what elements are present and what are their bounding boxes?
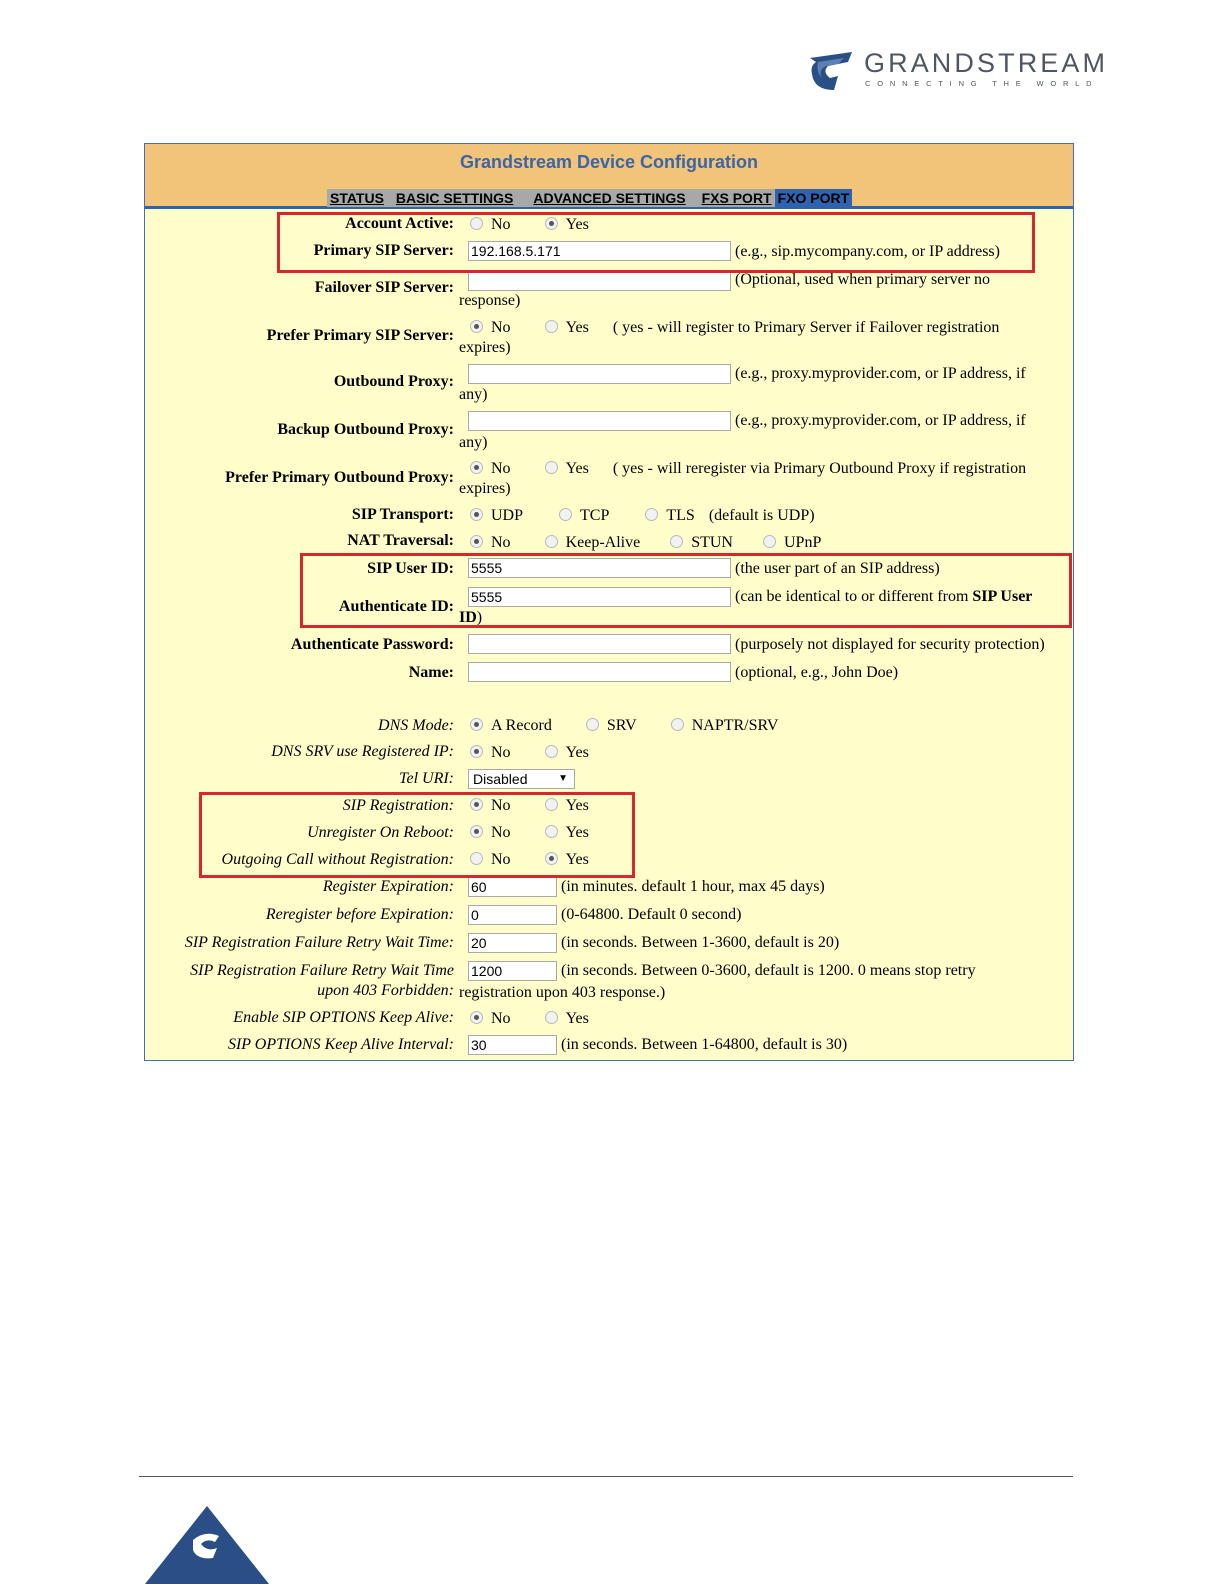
retry-wait-time-403-hint-2: registration upon 403 response.): [459, 984, 666, 1001]
tel-uri-select[interactable]: Disabled ▼: [468, 769, 575, 789]
sip-registration-no[interactable]: No: [470, 797, 511, 815]
retry-wait-time-403-label: SIP Registration Failure Retry Wait Time upon 403 Forbidden:: [190, 962, 454, 999]
grandstream-logo: [808, 50, 1138, 94]
retry-wait-time-label: SIP Registration Failure Retry Wait Time:: [184, 934, 454, 951]
options-keep-alive-interval-hint: (in seconds. Between 1-64800, default is 30): [561, 1036, 848, 1053]
dns-mode-srv[interactable]: SRV: [586, 717, 637, 735]
register-expiration-hint: (in minutes. default 1 hour, max 45 days): [561, 878, 825, 895]
radio-selected-icon: [470, 320, 483, 333]
dns-mode-a-record[interactable]: A Record: [470, 717, 552, 735]
device-configuration-panel: [144, 143, 1074, 1061]
dropdown-arrow-icon: ▼: [558, 773, 568, 784]
failover-sip-server-input[interactable]: [468, 271, 731, 291]
authenticate-password-hint: (purposely not displayed for security protection): [735, 636, 1045, 653]
primary-sip-server-input[interactable]: 192.168.5.171: [468, 241, 731, 261]
nat-traversal-no[interactable]: No: [470, 534, 511, 552]
reregister-before-expiration-label: Reregister before Expiration:: [265, 906, 454, 923]
failover-sip-server-label: Failover SIP Server:: [314, 279, 454, 296]
prefer-primary-outbound-proxy-no[interactable]: No: [470, 460, 511, 478]
retry-wait-time-input[interactable]: 20: [468, 933, 557, 953]
prefer-primary-sip-server-yes[interactable]: Yes: [545, 319, 589, 337]
prefer-primary-outbound-proxy-options: [470, 460, 1026, 478]
name-hint: (optional, e.g., John Doe): [735, 664, 899, 681]
register-expiration-input[interactable]: 60: [468, 877, 557, 897]
highlight-box-account: [277, 212, 1035, 273]
radio-icon: [559, 508, 572, 521]
sip-user-id-label: SIP User ID:: [367, 560, 454, 577]
prefer-primary-sip-server-no[interactable]: No: [470, 319, 511, 337]
prefer-primary-sip-server-options: [470, 319, 999, 337]
retry-wait-time-403-hint: (in seconds. Between 0-3600, default is 1200. 0 means stop retry: [561, 962, 976, 979]
outgoing-without-registration-yes[interactable]: Yes: [545, 851, 589, 869]
sip-transport-tls[interactable]: TLS: [645, 507, 694, 525]
authenticate-id-label: Authenticate ID:: [338, 598, 454, 615]
footer-logo-icon: [145, 1506, 269, 1584]
nat-traversal-label: NAT Traversal:: [347, 532, 454, 549]
prefer-primary-sip-server-hint-2: expires): [459, 339, 511, 356]
options-keep-alive-label: Enable SIP OPTIONS Keep Alive:: [233, 1009, 454, 1026]
radio-icon: [645, 508, 658, 521]
authenticate-password-label: Authenticate Password:: [290, 636, 454, 653]
failover-sip-server-hint: (Optional, used when primary server no: [735, 271, 991, 288]
authenticate-id-hint: (can be identical to or different from SIP User: [735, 588, 1033, 605]
prefer-primary-sip-server-hint: ( yes - will register to Primary Server if Failover registration: [612, 319, 1000, 336]
options-keep-alive-interval-input[interactable]: 30: [468, 1035, 557, 1055]
nat-traversal-stun[interactable]: STUN: [670, 534, 733, 552]
sip-user-id-input[interactable]: 5555: [468, 558, 731, 578]
account-active-no[interactable]: No: [470, 216, 511, 234]
prefer-primary-outbound-proxy-yes[interactable]: Yes: [545, 460, 589, 478]
tab-fxo-port[interactable]: FXO PORT: [775, 189, 853, 207]
nat-traversal-upnp[interactable]: UPnP: [763, 534, 821, 552]
sip-transport-options: [470, 507, 815, 525]
dns-mode-options: [470, 717, 778, 735]
authenticate-id-input[interactable]: 5555: [468, 587, 731, 607]
tel-uri-label: Tel URI:: [399, 770, 454, 787]
tab-bar: [327, 189, 852, 207]
retry-wait-time-hint: (in seconds. Between 1-3600, default is 20): [561, 934, 840, 951]
authenticate-id-hint-2: ID): [459, 609, 483, 626]
dns-mode-label: DNS Mode:: [378, 717, 454, 734]
sip-transport-hint: (default is UDP): [708, 507, 815, 524]
retry-wait-time-403-input[interactable]: 1200: [468, 961, 557, 981]
tab-status[interactable]: STATUS: [330, 190, 384, 206]
outgoing-without-registration-no[interactable]: No: [470, 851, 511, 869]
footer-divider: [139, 1476, 1073, 1477]
radio-icon: [545, 1011, 558, 1024]
sip-transport-udp[interactable]: UDP: [470, 507, 523, 525]
backup-outbound-proxy-input[interactable]: [468, 411, 731, 431]
radio-selected-icon: [470, 745, 483, 758]
radio-icon: [545, 461, 558, 474]
radio-icon: [763, 535, 776, 548]
backup-outbound-proxy-label: Backup Outbound Proxy:: [277, 421, 454, 438]
tab-basic-settings[interactable]: BASIC SETTINGS: [395, 190, 514, 206]
panel-header: [145, 144, 1073, 209]
reregister-before-expiration-hint: (0-64800. Default 0 second): [561, 906, 742, 923]
logo-wordmark: GRANDSTREAM: [864, 48, 1109, 78]
highlight-box-user-id: [300, 553, 1072, 628]
radio-selected-icon: [470, 1011, 483, 1024]
outbound-proxy-hint-2: any): [459, 386, 488, 403]
account-active-yes[interactable]: Yes: [545, 216, 589, 234]
grandstream-emblem-icon: [808, 50, 858, 94]
options-keep-alive-options: [470, 1010, 589, 1028]
prefer-primary-outbound-proxy-hint: ( yes - will reregister via Primary Outbound Proxy if registration: [612, 460, 1027, 477]
radio-icon: [545, 535, 558, 548]
options-keep-alive-interval-label: SIP OPTIONS Keep Alive Interval:: [227, 1036, 454, 1053]
tab-advanced-settings[interactable]: ADVANCED SETTINGS: [533, 190, 686, 206]
radio-icon: [670, 535, 683, 548]
name-label: Name:: [408, 664, 454, 681]
sip-registration-yes[interactable]: Yes: [545, 797, 589, 815]
radio-icon: [545, 320, 558, 333]
radio-selected-icon: [470, 508, 483, 521]
authenticate-password-input[interactable]: [468, 634, 731, 654]
backup-outbound-proxy-hint: (e.g., proxy.myprovider.com, or IP address, if: [735, 412, 1026, 429]
unregister-on-reboot-label: Unregister On Reboot:: [307, 824, 454, 841]
prefer-primary-outbound-proxy-hint-2: expires): [459, 480, 511, 497]
prefer-primary-outbound-proxy-label: Prefer Primary Outbound Proxy:: [225, 469, 454, 486]
radio-selected-icon: [470, 718, 483, 731]
outbound-proxy-label: Outbound Proxy:: [333, 373, 454, 390]
dns-srv-registered-ip-yes[interactable]: Yes: [545, 744, 589, 762]
page-title: Grandstream Device Configuration: [459, 152, 759, 172]
unregister-on-reboot-no[interactable]: No: [470, 824, 511, 842]
radio-selected-icon: [470, 461, 483, 474]
primary-sip-server-label: Primary SIP Server:: [313, 242, 454, 259]
unregister-on-reboot-yes[interactable]: Yes: [545, 824, 589, 842]
dns-srv-registered-ip-label: DNS SRV use Registered IP:: [271, 743, 454, 760]
outbound-proxy-input[interactable]: [468, 364, 731, 384]
tab-fxs-port[interactable]: FXS PORT: [701, 190, 772, 206]
outgoing-without-registration-label: Outgoing Call without Registration:: [221, 851, 454, 868]
radio-icon: [545, 745, 558, 758]
sip-registration-label: SIP Registration:: [342, 797, 454, 814]
sip-user-id-hint: (the user part of an SIP address): [735, 560, 940, 577]
dns-srv-registered-ip-no[interactable]: No: [470, 744, 511, 762]
reregister-before-expiration-input[interactable]: 0: [468, 905, 557, 925]
nat-traversal-options: [470, 534, 821, 552]
logo-tagline: CONNECTING THE WORLD: [865, 79, 1099, 88]
sip-transport-tcp[interactable]: TCP: [559, 507, 609, 525]
failover-sip-server-hint-2: response): [459, 292, 521, 309]
dns-srv-registered-ip-options: [470, 744, 589, 762]
highlight-box-registration: [199, 792, 635, 878]
options-keep-alive-yes[interactable]: Yes: [545, 1010, 589, 1028]
radio-selected-icon: [470, 535, 483, 548]
radio-icon: [586, 718, 599, 731]
sip-transport-label: SIP Transport:: [351, 506, 454, 523]
outbound-proxy-hint: (e.g., proxy.myprovider.com, or IP address, if: [735, 365, 1026, 382]
options-keep-alive-no[interactable]: No: [470, 1010, 511, 1028]
dns-mode-naptr-srv[interactable]: NAPTR/SRV: [671, 717, 779, 735]
register-expiration-label: Register Expiration:: [322, 878, 454, 895]
radio-icon: [671, 718, 684, 731]
primary-sip-server-hint: (e.g., sip.mycompany.com, or IP address): [735, 243, 1000, 260]
backup-outbound-proxy-hint-2: any): [459, 434, 488, 451]
name-input[interactable]: [468, 662, 731, 682]
nat-traversal-keep-alive[interactable]: Keep-Alive: [545, 534, 641, 552]
prefer-primary-sip-server-label: Prefer Primary SIP Server:: [266, 327, 454, 344]
account-active-label: Account Active:: [345, 215, 454, 232]
